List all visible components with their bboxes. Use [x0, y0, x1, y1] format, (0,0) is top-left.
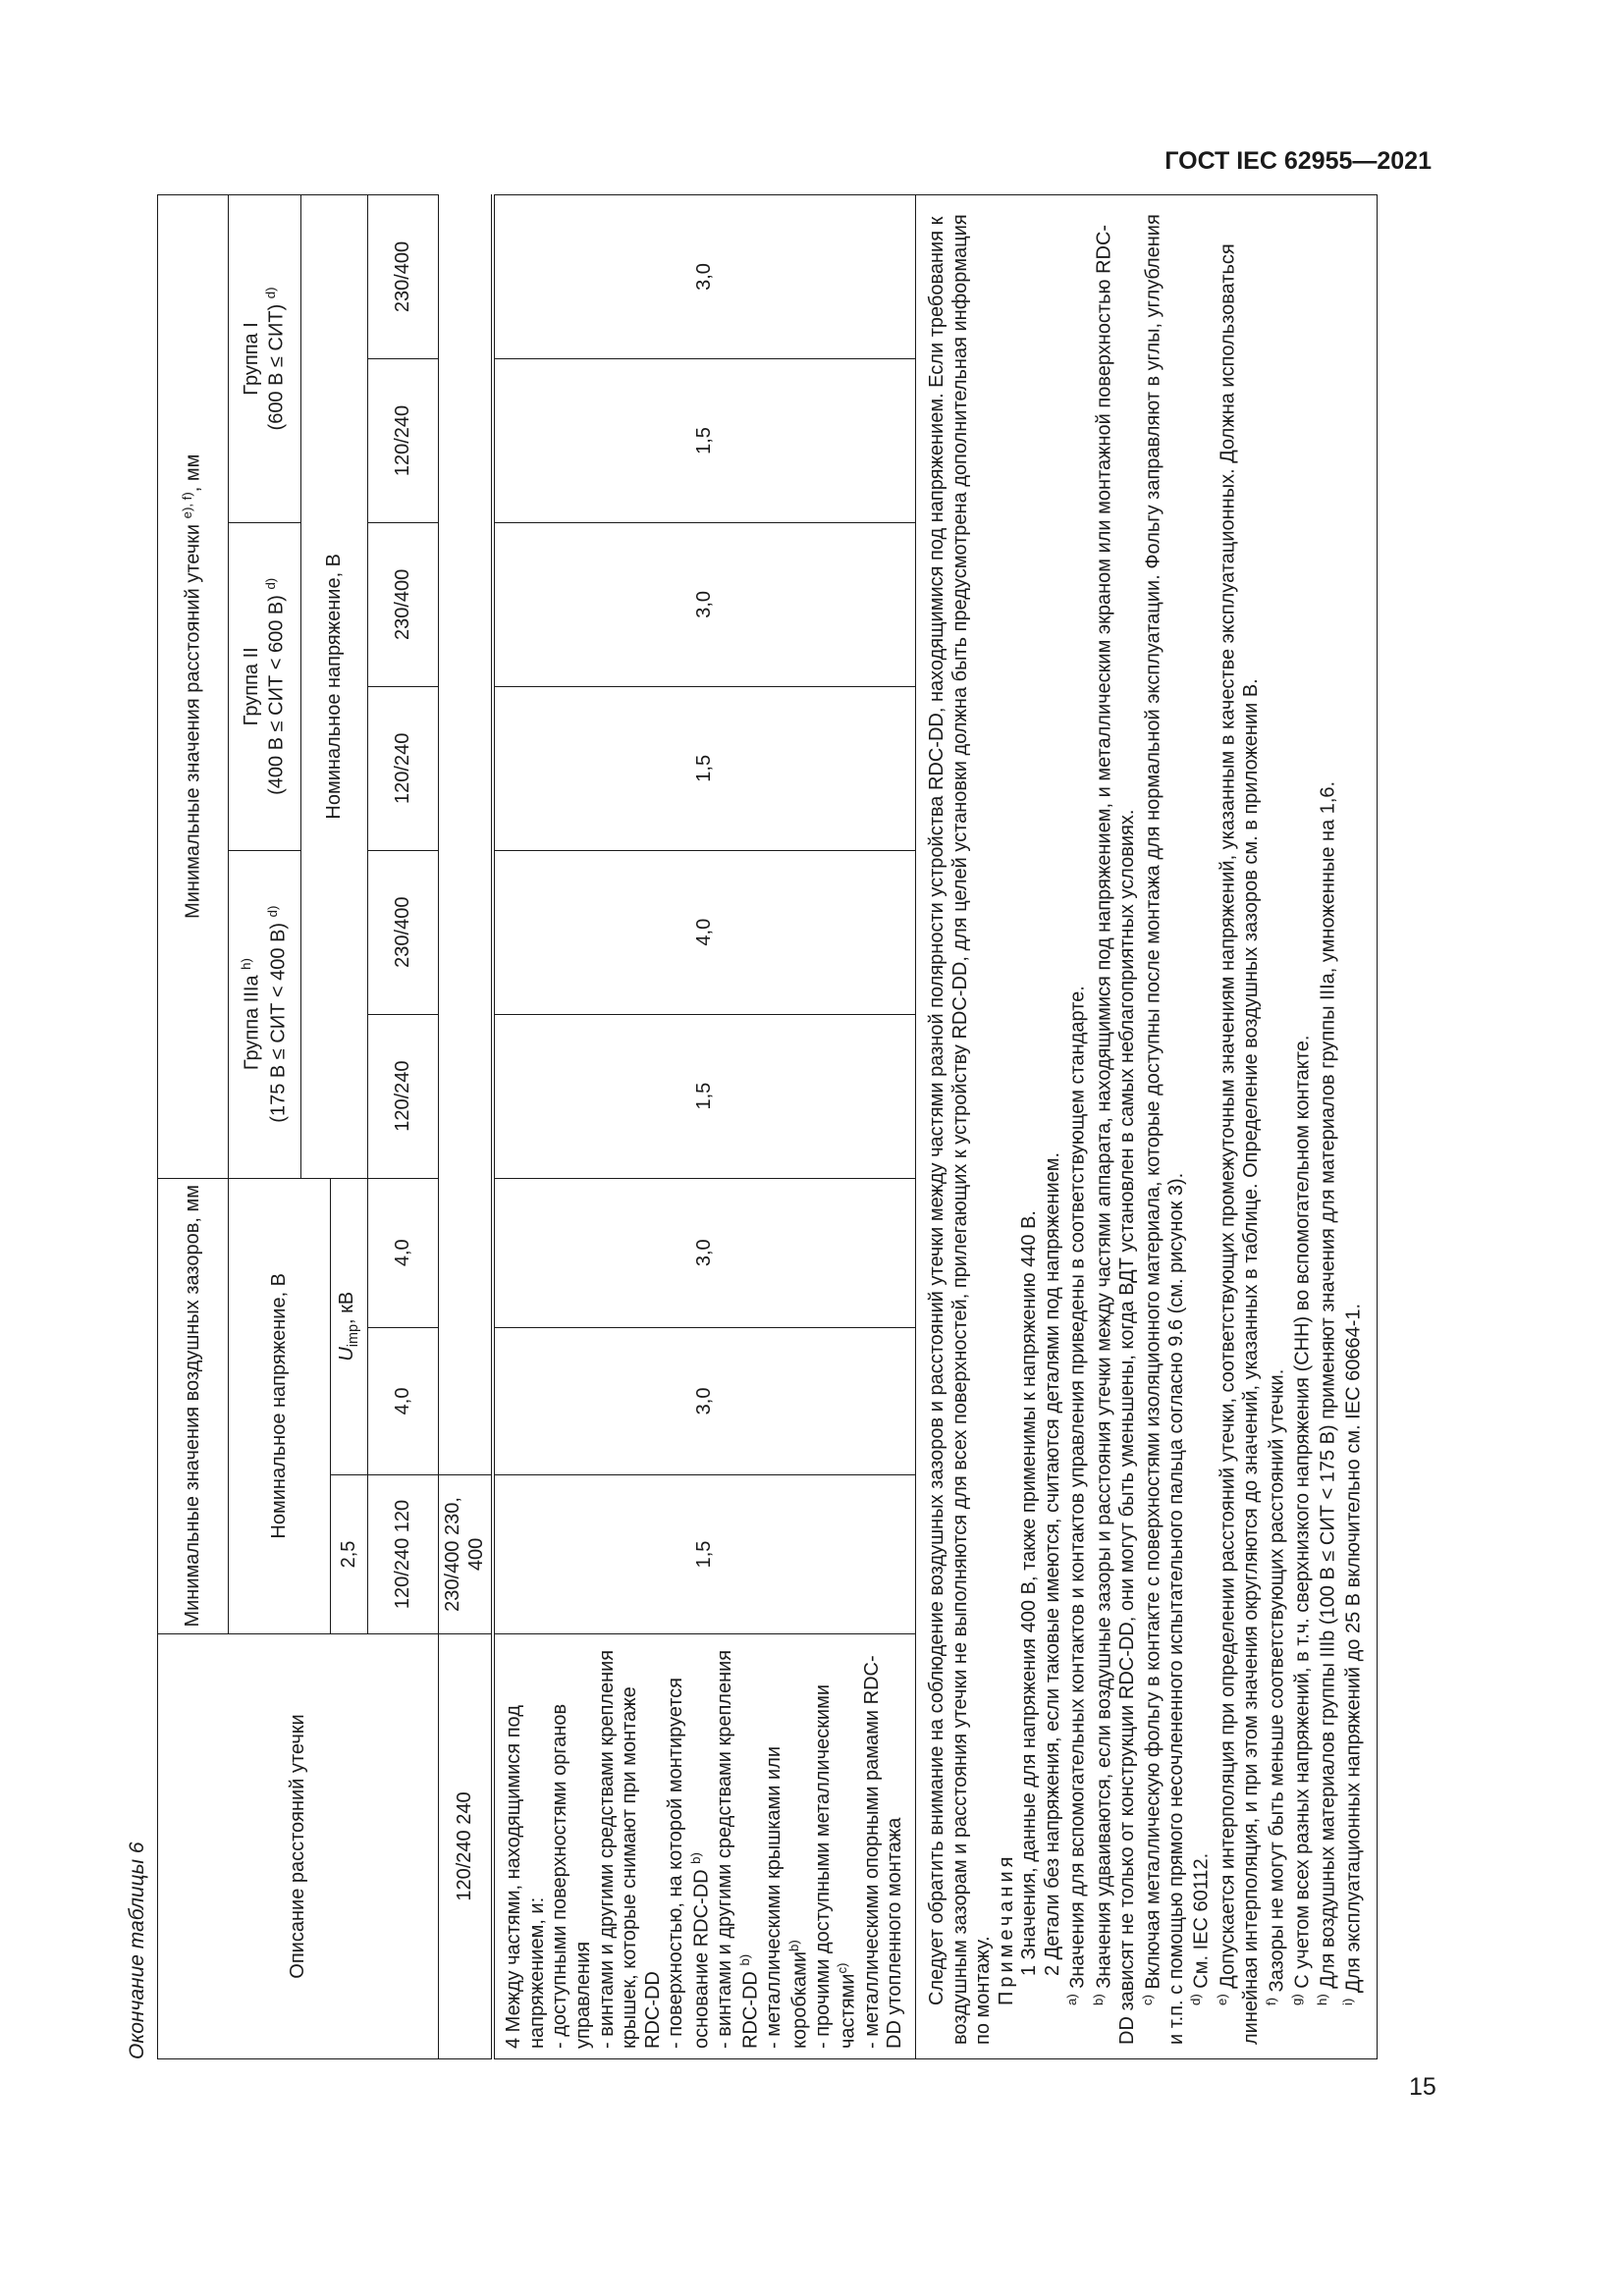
footnote-f: $^{f)}$ Зазоры не могут быть меньше соответствующих расстояний утечки. [1263, 1368, 1288, 2005]
footnote-e: $^{e)}$ Допускается интерполяция при определении расстояний утечки, соответствующих промежуточным значениям напряжений, указанным в качестве эксплуатационных. Должна использоваться линейная интерполяция, и при этом значения округляются до значений, указанных в таблице. Определение воздушных зазоров см. в приложении B. [1214, 243, 1262, 2045]
row-4-value: 3,0 [493, 522, 915, 686]
creep-nominal-voltage: Номинальное напряжение, В [301, 195, 368, 1179]
col-clearance-header: Минимальные значения воздушных зазоров, мм [158, 1178, 229, 1633]
row-4-value: 1,5 [493, 1474, 915, 1633]
table-notes [915, 195, 1377, 2059]
rotated-table-page [118, 194, 1434, 2059]
row-4-value: 1,5 [493, 686, 915, 850]
creep-v-1: 120/240 [368, 1014, 439, 1178]
table-caption: Окончание таблицы 6 [126, 1842, 148, 2059]
uimp-label: $U_{imp}$, кВ [331, 1178, 368, 1474]
table-6 [157, 194, 1378, 2059]
notes-title: Примечания [995, 1852, 1017, 2005]
notes-intro: Следует обратить внимание на соблюдение воздушных зазоров и расстояний утечки между частями разной полярности устройства RDC-DD, находящимися под напряжением. Если требования к воздушным зазорам и расстояния утечки не выполняются для всех поверхностей, прилегающих к устройству RDC-DD, для целей установки должна быть предусмотрена дополнительная информация по монтажу. [925, 214, 995, 2045]
footnote-b: $^{b)}$ Значения удваиваются, если воздушные зазоры и расстояния утечки между частями аппарата, находящимися под напряжением, и металлическим экраном или монтажной поверхностью RDC-DD зависят не только от конструкции RDC-DD, они могут быть уменьшены, когда ВДТ установлен в самых неблагоприятных условиях. [1090, 224, 1138, 2045]
creep-v-5: 120/240 [368, 359, 439, 523]
row-4-value: 3,0 [493, 195, 915, 359]
row-4-description: 4 Между частями, находящимися под напряжением, и: - доступными поверхностями органов управления - винтами и другими средствами крепления крышек, которые снимают при монтаже RDC-DD - поверхностью, на которой монтируется основание RDC-DD $^{b)}$ - винтами и другими средствами крепления RDC-DD $^{b)}$ - металлическими крышками или коробками$^{b)}$ - прочими доступными металлическими частями$^{c)}$ - металлическими опорными рамами RDC-DD утопленного монтажа [493, 1634, 915, 2059]
footnote-a: $^{a)}$ Значения для вспомогательных контактов и контактов управления приведены в соответствующем стандарте. [1064, 986, 1090, 2005]
creep-v-3: 120/240 [368, 686, 439, 850]
footnote-g: $^{g)}$ С учетом всех разных напряжений, в т.ч. сверхнизкого напряжения (СНН) во вспомогательном контакте. [1288, 1035, 1314, 2005]
imp-4-0-b: 4,0 [368, 1178, 439, 1327]
col-desc-header: Описание расстояний утечки [158, 1634, 439, 2059]
document-header: ГОСТ IEC 62955—2021 [1164, 147, 1432, 175]
clear-v-2: 120/240 240 [439, 1634, 494, 2059]
footnote-i: $^{i)}$ Для эксплуатационных напряжений до 25 В включительно см. IEC 60664-1. [1340, 1303, 1365, 2005]
row-4-value: 3,0 [493, 1178, 915, 1327]
group-1-header: Группа I (600 В ≤ СИТ) $^{d)}$ [229, 195, 301, 523]
note-1: 1 Значения, данные для напряжения 400 В, также применимы к напряжению 440 В. [1018, 1210, 1041, 1976]
imp-4-0-a: 4,0 [368, 1327, 439, 1474]
clear-v-3: 230/400 230, 400 [439, 1474, 494, 1633]
col-creepage-header: Минимальные значения расстояний утечки $^{e), f)}$, мм [158, 195, 229, 1179]
group-3a-header: Группа IIIa $^{h)}$ (175 В ≤ СИТ < 400 В) $^{d)}$ [229, 850, 301, 1178]
footnote-c: $^{c)}$ Включая металлическую фольгу в контакте с поверхностями изоляционного материала, которые доступны после монтажа для нормальной эксплуатации. Фольгу заправляют в углы, углубления и т.п. с помощью прямого несочлененного испытательного пальца согласно 9.6 (см. рисунок 3). [1139, 214, 1187, 2045]
creep-v-6: 230/400 [368, 195, 439, 359]
page-number: 15 [1409, 2073, 1436, 2101]
footnote-d: $^{d)}$ См. IEC 60112. [1188, 1852, 1214, 2005]
creep-v-4: 230/400 [368, 522, 439, 686]
clear-nominal-voltage: Номинальное напряжение, В [229, 1178, 331, 1633]
imp-2-5: 2,5 [331, 1474, 368, 1633]
group-2-header: Группа II (400 В ≤ СИТ < 600 В) $^{d)}$ [229, 522, 301, 850]
clear-v-1: 120/240 120 [368, 1474, 439, 1633]
footnote-h: $^{h)}$ Для воздушных материалов группы IIIb (100 В ≤ СИТ < 175 В) применяют значения для материалов группы IIIa, умноженные на 1,6. [1315, 780, 1339, 2005]
creep-v-2: 230/400 [368, 850, 439, 1014]
note-2: 2 Детали без напряжения, если таковые имеются, считаются деталями под напряжением. [1041, 1151, 1063, 1976]
row-4-value: 1,5 [493, 359, 915, 523]
row-4-value: 3,0 [493, 1327, 915, 1474]
row-4-value: 1,5 [493, 1014, 915, 1178]
row-4-value: 4,0 [493, 850, 915, 1014]
